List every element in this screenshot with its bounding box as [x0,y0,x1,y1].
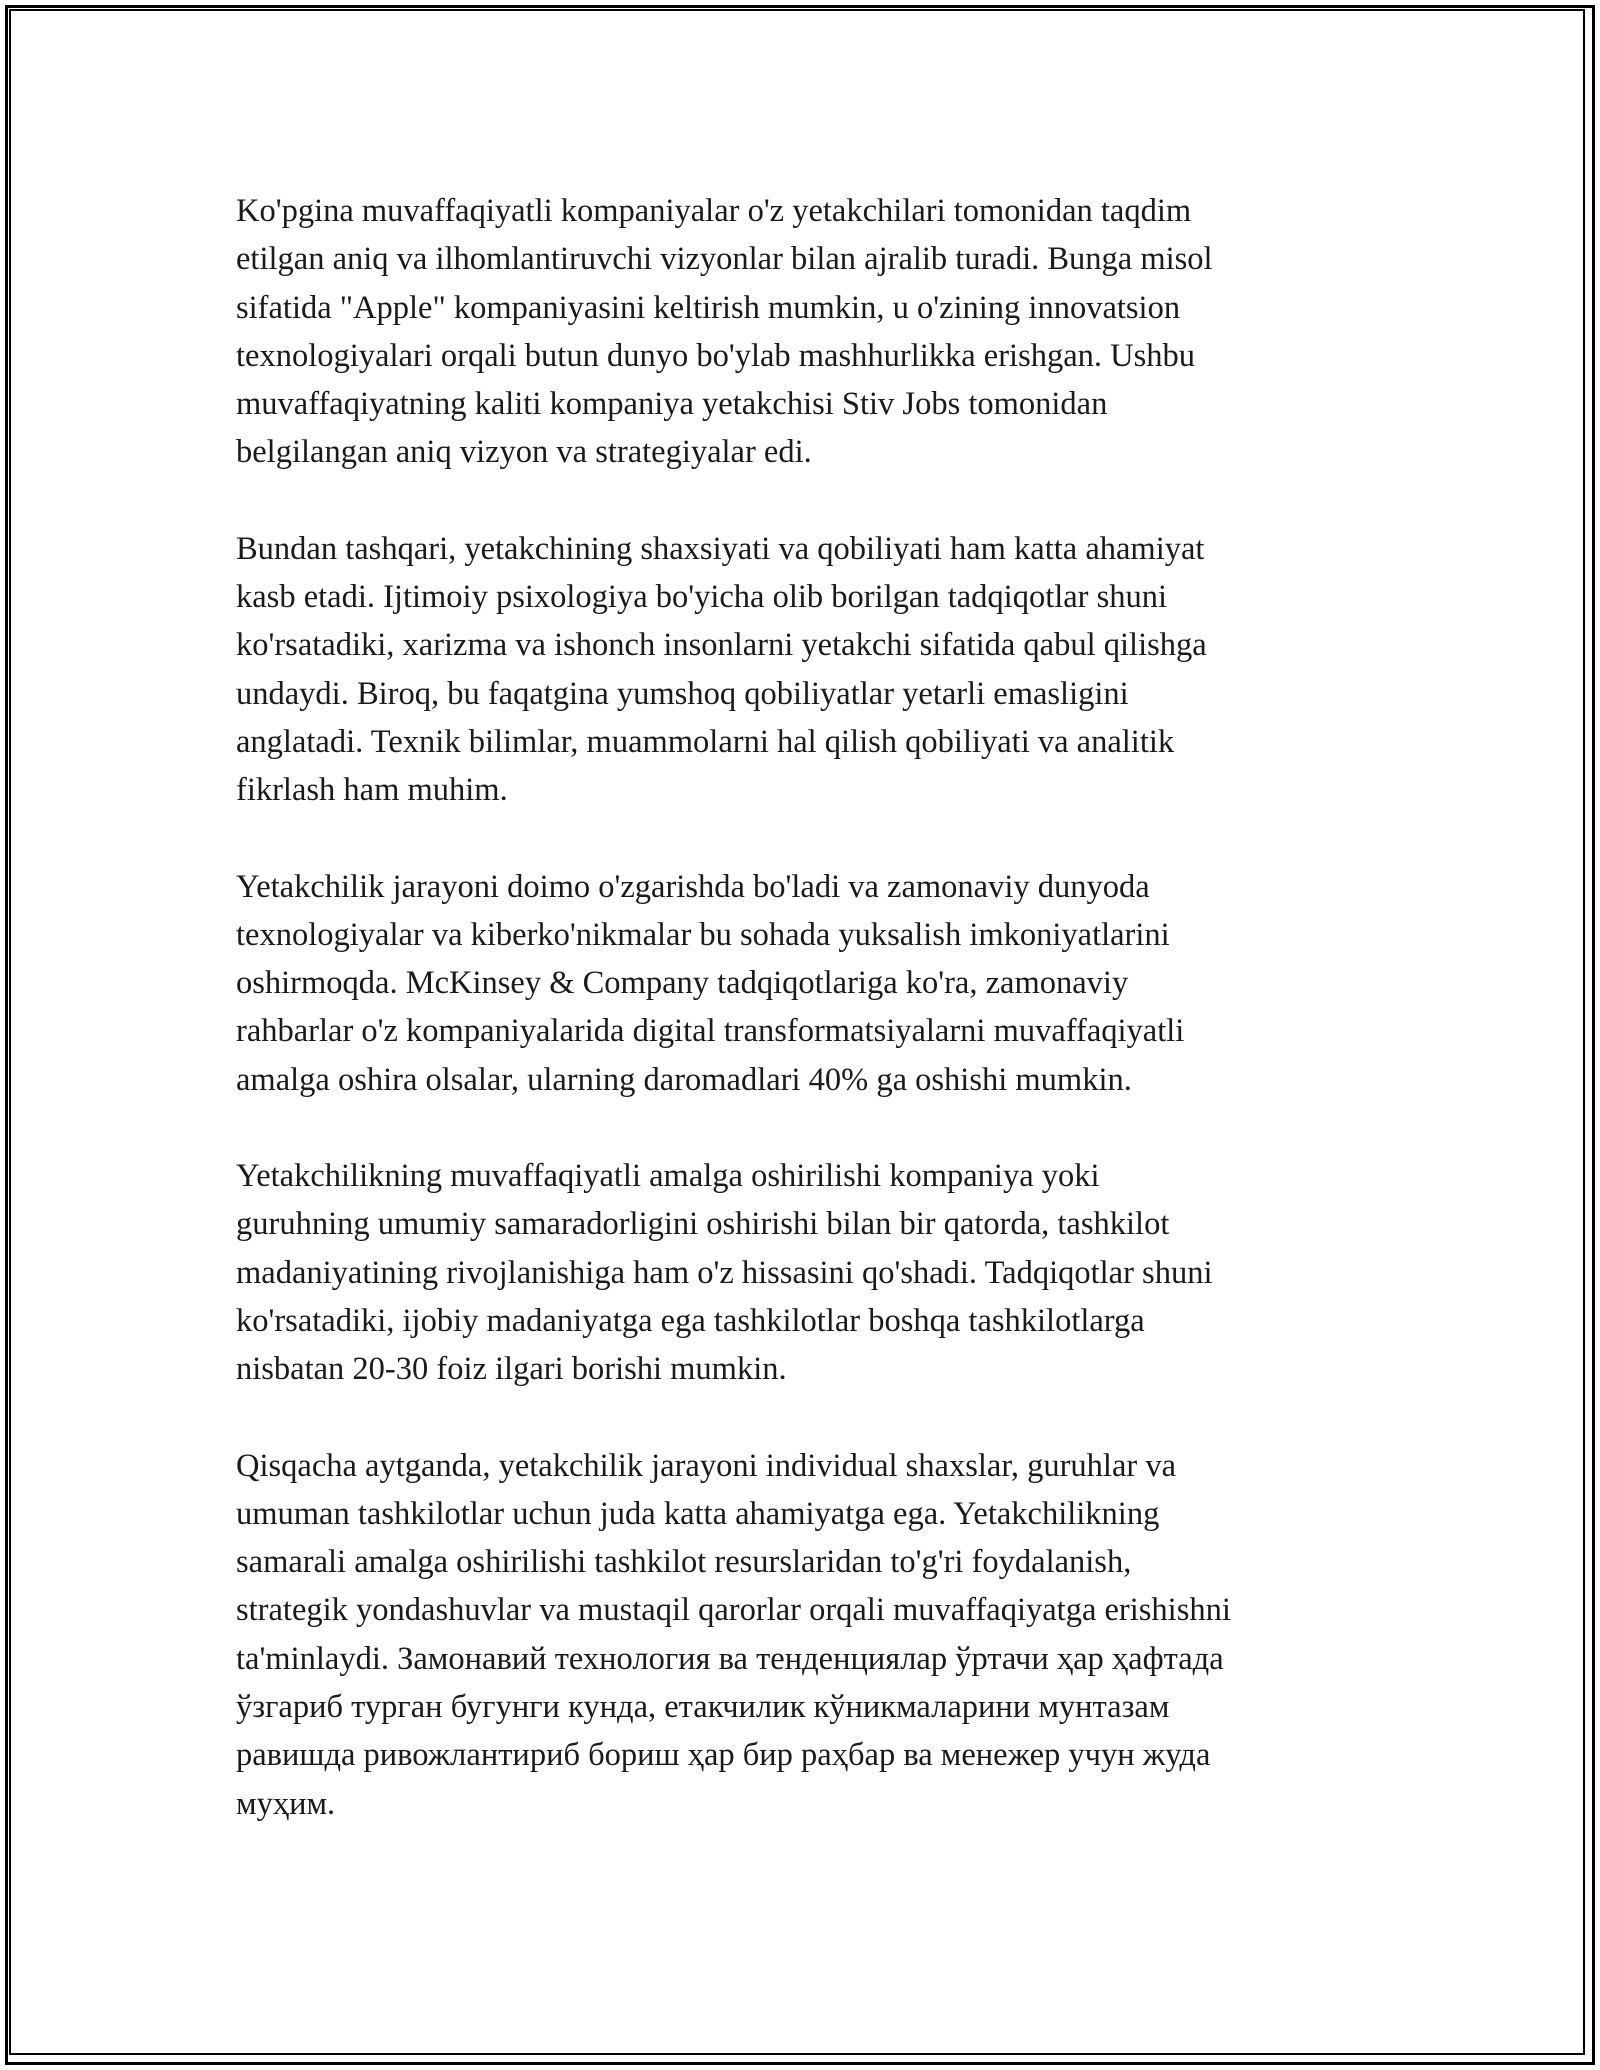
document-body [236,187,1376,1828]
paragraph-5: Qisqacha aytganda, yetakchilik jarayoni individual shaxslar, guruhlar va umuman tashkilotlar uchun juda katta ahamiyatga ega. Yetakchilikning samarali amalga oshirilishi tashkilot resurslaridan to'g'ri foydalanish, strategik yondashuvlar va mustaqil qarorlar orqali muvaffaqiyatga erishishni ta'minlaydi. Замонавий технология ва тенденциялар ўртачи ҳар ҳафтада ўзгариб турган бугунги кунда, етакчилик кўникмаларини мунтазам равишда ривожлантириб бориш ҳар бир раҳбар ва менежер учун жуда муҳим. [236,1447,1231,1822]
paragraph-3: Yetakchilik jarayoni doimo o'zgarishda bo'ladi va zamonaviy dunyoda texnologiyalar va kiberko'nikmalar bu sohada yuksalish imkoniyatlarini oshirmoqda. McKinsey & Company tadqiqotlariga ko'ra, zamonaviy rahbarlar o'z kompaniyalarida digital transformatsiyalarni muvaffaqiyatli amalga oshira olsalar, ularning daromadlari 40% ga oshishi mumkin. [236,868,1185,1098]
paragraph-2: Bundan tashqari, yetakchining shaxsiyati va qobiliyati ham katta ahamiyat kasb etadi. Ijtimoiy psixologiya bo'yicha olib borilgan tadqiqotlar shuni ko'rsatadiki, xarizma va ishonch insonlarni yetakchi sifatida qabul qilishga undaydi. Biroq, bu faqatgina yumshoq qobiliyatlar yetarli emasligini anglatadi. Texnik bilimlar, muammolarni hal qilish qobiliyati va analitik fikrlash ham muhim. [236,530,1207,809]
paragraph-1: Ko'pgina muvaffaqiyatli kompaniyalar o'z yetakchilari tomonidan taqdim etilgan aniq va ilhomlantiruvchi vizyonlar bilan ajralib turadi. Bunga misol sifatida "Apple" kompaniyasini keltirish mumkin, u o'zining innovatsion texnologiyalari orqali butun dunyo bo'ylab mashhurlikka erishgan. Ushbu muvaffaqiyatning kaliti kompaniya yetakchisi Stiv Jobs tomonidan belgilangan aniq vizyon va strategiyalar edi. [236,193,1213,471]
paragraph-4: Yetakchilikning muvaffaqiyatli amalga oshirilishi kompaniya yoki guruhning umumiy samaradorligini oshirishi bilan bir qatorda, tashkilot madaniyatining rivojlanishiga ham o'z hissasini qo'shadi. Tadqiqotlar shuni ko'rsatadiki, ijobiy madaniyatga ega tashkilotlar boshqa tashkilotlarga nisbatan 20-30 foiz ilgari borishi mumkin. [236,1158,1213,1388]
